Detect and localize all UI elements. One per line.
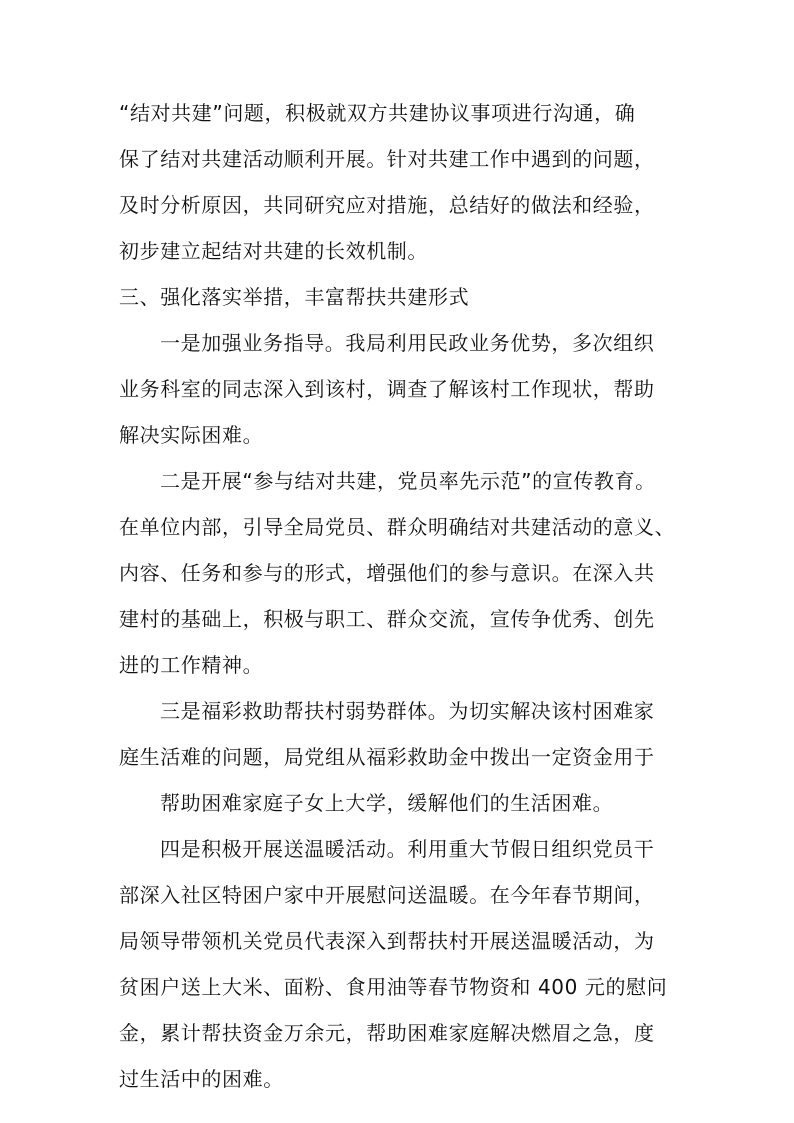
- section-heading: 三、强化落实举措，丰富帮扶共建形式: [119, 285, 470, 309]
- text-line: 初步建立起结对共建的长效机制。: [119, 239, 428, 263]
- text-line: 三是福彩救助帮扶村弱势群体。为切实解决该村困难家: [160, 699, 655, 723]
- text-line: 内容、任务和参与的形式，增强他们的参与意识。在深入共: [119, 561, 655, 585]
- text-line: 在单位内部，引导全局党员、群众明确结对共建活动的意义、: [119, 515, 676, 539]
- text-line: “结对共建”问题，积极就双方共建协议事项进行沟通，确: [119, 101, 636, 125]
- text-line: 一是加强业务指导。我局利用民政业务优势，多次组织: [160, 331, 655, 355]
- text-line: 金，累计帮扶资金万余元，帮助困难家庭解决燃眉之急，度: [119, 1021, 655, 1045]
- text-line: 贫困户送上大米、面粉、食用油等春节物资和 400 元的慰问: [119, 975, 668, 999]
- text-line: 解决实际困难。: [119, 423, 264, 447]
- text-line: 帮助困难家庭子女上大学，缓解他们的生活困难。: [160, 791, 614, 815]
- text-line: 及时分析原因，共同研究应对措施，总结好的做法和经验，: [119, 193, 655, 217]
- text-line: 保了结对共建活动顺利开展。针对共建工作中遇到的问题，: [119, 147, 655, 171]
- text-line: 建村的基础上，积极与职工、群众交流，宣传争优秀、创先: [119, 607, 655, 631]
- text-line: 部深入社区特困户家中开展慰问送温暖。在今年春节期间，: [119, 883, 655, 907]
- text-line: 局领导带领机关党员代表深入到帮扶村开展送温暖活动，为: [119, 929, 655, 953]
- text-line: 二是开展“参与结对共建，党员率先示范”的宣传教育。: [160, 469, 656, 493]
- text-line: 业务科室的同志深入到该村，调查了解该村工作现状，帮助: [119, 377, 655, 401]
- text-line: 进的工作精神。: [119, 653, 264, 677]
- text-line: 四是积极开展送温暖活动。利用重大节假日组织党员干: [160, 837, 655, 861]
- text-line: 过生活中的困难。: [119, 1067, 284, 1091]
- text-line: 庭生活难的问题，局党组从福彩救助金中拨出一定资金用于: [119, 745, 655, 769]
